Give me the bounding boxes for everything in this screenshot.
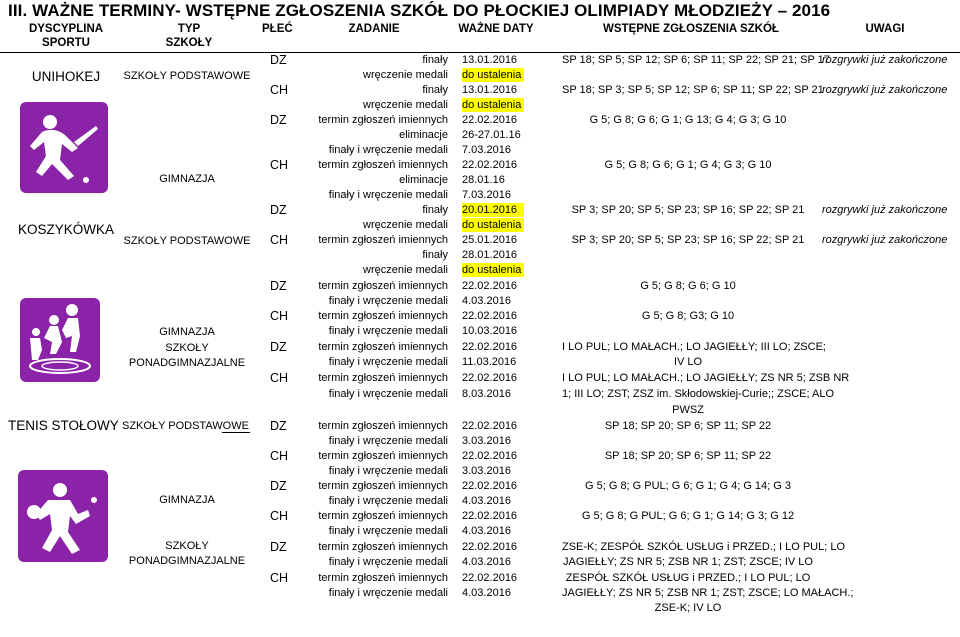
- date-value: 22.02.2016: [462, 541, 518, 553]
- task-label: finały i wręczenie medali: [328, 495, 448, 507]
- date-value: 22.02.2016: [462, 280, 518, 292]
- entry-text: G 5; G 8; G 6; G 1; G 4; G 3; G 10: [604, 159, 772, 171]
- sex-label: CH: [270, 83, 289, 97]
- entry-text: JAGIEŁŁY; ZS NR 5; ZSB NR 1; ZST; ZSCE; LO MAŁACH.;: [562, 587, 854, 599]
- task-label: termin zgłoszeń imiennych: [318, 480, 448, 492]
- entry-text: ZESPÓŁ SZKÓŁ USŁUG i PRZED.; I LO PUL; LO: [565, 572, 811, 584]
- type-sp-tenis: SZKOŁY PODSTAWOWE: [122, 420, 249, 432]
- task-label: termin zgłoszeń imiennych: [318, 420, 448, 432]
- date-highlight: do ustalenia: [462, 68, 524, 82]
- type-pg-line2: PONADGIMNAZJALNE: [128, 357, 246, 369]
- date-value: 4.03.2016: [462, 295, 511, 307]
- sex-label: DZ: [270, 540, 287, 554]
- date-value: 22.02.2016: [462, 450, 518, 462]
- header-dyscyplina-line2: SPORTU: [42, 37, 90, 49]
- task-label: wręczenie medali: [363, 69, 448, 81]
- date-value: 28.01.16: [462, 174, 505, 186]
- type-gim-unihokej: GIMNAZJA: [159, 173, 215, 185]
- task-label: termin zgłoszeń imiennych: [318, 159, 448, 171]
- date-value: 10.03.2016: [462, 325, 518, 337]
- type-sp-koszykowka: SZKOŁY PODSTAWOWE: [123, 235, 251, 247]
- entry-text: JAGIEŁŁY; ZS NR 5; ZSB NR 1; ZST; ZSCE; IV LO: [563, 556, 813, 568]
- basketball-icon: [20, 298, 100, 382]
- entry-text: G 5; G 8; G PUL; G 6; G 1; G 4; G 14; G 3: [584, 480, 792, 492]
- note-text: rozgrywki już zakończone: [822, 204, 948, 216]
- task-label: finały i wręczenie medali: [328, 144, 448, 156]
- task-label: finały: [422, 204, 448, 216]
- task-label: wręczenie medali: [363, 219, 448, 231]
- task-label: wręczenie medali: [363, 264, 448, 276]
- date-value: 28.01.2016: [462, 249, 518, 261]
- entry-text: SP 18; SP 20; SP 6; SP 11; SP 22: [604, 420, 772, 432]
- note-text: rozgrywki już zakończone: [822, 54, 948, 66]
- task-label: termin zgłoszeń imiennych: [318, 280, 448, 292]
- entry-text: SP 18; SP 20; SP 6; SP 11; SP 22: [604, 450, 772, 462]
- sex-label: DZ: [270, 279, 287, 293]
- date-value: 3.03.2016: [462, 435, 511, 447]
- date-value: 7.03.2016: [462, 144, 511, 156]
- date-value: 3.03.2016: [462, 465, 511, 477]
- floorball-icon: [20, 102, 108, 193]
- date-value: 4.03.2016: [462, 495, 511, 507]
- entry-text: 1; III LO; ZST; ZSZ im. Skłodowskiej-Curie;; ZSCE; ALO: [562, 388, 835, 400]
- date-highlight: do ustalenia: [462, 263, 524, 277]
- sex-label: CH: [270, 158, 289, 172]
- header-zgloszenia: WSTĘPNE ZGŁOSZENIA SZKÓŁ: [603, 23, 779, 35]
- date-highlight: do ustalenia: [462, 218, 524, 232]
- header-zadanie: ZADANIE: [348, 23, 400, 35]
- date-value: 4.03.2016: [462, 525, 511, 537]
- type-pg-line1: SZKOŁY: [165, 342, 209, 354]
- date-value: 22.02.2016: [462, 114, 518, 126]
- task-label: eliminacje: [399, 174, 448, 186]
- page-title: III. WAŻNE TERMINY- WSTĘPNE ZGŁOSZENIA SZKÓŁ DO PŁOCKIEJ OLIMPIADY MŁODZIEŻY – 2016: [8, 1, 831, 20]
- entry-text: ZSE-K; IV LO: [654, 602, 722, 614]
- type-gim-tenis: GIMNAZJA: [159, 494, 215, 506]
- sex-label: DZ: [270, 113, 287, 127]
- task-label: wręczenie medali: [363, 99, 448, 111]
- date-value: 22.02.2016: [462, 572, 518, 584]
- task-label: termin zgłoszeń imiennych: [318, 234, 448, 246]
- sport-tenis: TENIS STOŁOWY: [8, 418, 119, 433]
- date-value: 13.01.2016: [462, 54, 518, 66]
- header-typ-line2: SZKOŁY: [165, 37, 213, 49]
- entry-text: G 5; G 8; G PUL; G 6; G 1; G 14; G 3; G 12: [581, 510, 795, 522]
- entry-text: SP 18; SP 5; SP 12; SP 6; SP 11; SP 22; SP 21; SP 17: [562, 54, 830, 66]
- type-pg-line2: PONADGIMNAZJALNE: [128, 555, 246, 567]
- task-label: eliminacje: [399, 129, 448, 141]
- task-label: termin zgłoszeń imiennych: [318, 341, 448, 353]
- task-label: finały i wręczenie medali: [328, 587, 448, 599]
- entry-text: G 5; G 8; G 6; G 1; G 13; G 4; G 3; G 10: [589, 114, 787, 126]
- task-label: termin zgłoszeń imiennych: [318, 310, 448, 322]
- type-sp-unihokej: SZKOŁY PODSTAWOWE: [123, 70, 251, 82]
- date-value: 11.03.2016: [462, 356, 517, 368]
- date-value: 22.02.2016: [462, 341, 518, 353]
- header-dyscyplina: [10, 22, 122, 50]
- date-value: 22.02.2016: [462, 480, 518, 492]
- task-label: finały i wręczenie medali: [328, 525, 448, 537]
- entry-text: G 5; G 8; G3; G 10: [641, 310, 735, 322]
- date-highlight: do ustalenia: [462, 98, 524, 112]
- task-label: finały: [422, 54, 448, 66]
- date-value: 22.02.2016: [462, 372, 518, 384]
- type-pg-line1: SZKOŁY: [165, 540, 209, 552]
- type-gim-koszykowka: GIMNAZJA: [159, 326, 215, 338]
- task-label: finały i wręczenie medali: [328, 189, 448, 201]
- sex-label: DZ: [270, 419, 287, 433]
- date-value: 26-27.01.16: [462, 129, 521, 141]
- header-typ: [134, 22, 244, 50]
- entry-text: PWSZ: [672, 404, 704, 416]
- date-value: 22.02.2016: [462, 420, 518, 432]
- note-text: rozgrywki już zakończone: [822, 84, 948, 96]
- sex-label: CH: [270, 309, 289, 323]
- header-daty: WAŻNE DATY: [458, 23, 534, 35]
- entry-text: I LO PUL; LO MAŁACH.; LO JAGIEŁŁY; ZS NR 5; ZSB NR: [562, 372, 850, 384]
- task-label: termin zgłoszeń imiennych: [318, 450, 448, 462]
- table-tennis-icon: [18, 470, 108, 562]
- sex-label: DZ: [270, 53, 287, 67]
- entry-text: ZSE-K; ZESPÓŁ SZKÓŁ USŁUG i PRZED.; I LO PUL; LO: [562, 541, 846, 553]
- sport-unihokej: UNIHOKEJ: [31, 69, 101, 84]
- task-label: termin zgłoszeń imiennych: [318, 372, 448, 384]
- date-value: 7.03.2016: [462, 189, 511, 201]
- entry-text: I LO PUL; LO MAŁACH.; LO JAGIEŁŁY; III LO; ZSCE;: [562, 341, 826, 353]
- header-plec: PŁEĆ: [262, 23, 293, 35]
- date-value: 4.03.2016: [462, 556, 511, 568]
- header-dyscyplina-line1: DYSCYPLINA: [28, 23, 104, 35]
- date-value: 13.01.2016: [462, 84, 518, 96]
- sex-label: DZ: [270, 479, 287, 493]
- sex-label: CH: [270, 449, 289, 463]
- underline: [222, 432, 250, 433]
- date-value: 4.03.2016: [462, 587, 511, 599]
- sex-label: CH: [270, 509, 289, 523]
- task-label: finały i wręczenie medali: [328, 388, 448, 400]
- date-value: 25.01.2016: [462, 234, 518, 246]
- task-label: finały i wręczenie medali: [328, 295, 448, 307]
- sex-label: CH: [270, 371, 289, 385]
- sex-label: CH: [270, 233, 289, 247]
- entry-text: SP 3; SP 20; SP 5; SP 23; SP 16; SP 22; SP 21: [571, 234, 805, 246]
- date-value: 8.03.2016: [462, 388, 511, 400]
- task-label: termin zgłoszeń imiennych: [318, 541, 448, 553]
- date-highlight: 20.01.2016: [462, 203, 524, 217]
- task-label: termin zgłoszeń imiennych: [318, 510, 448, 522]
- sex-label: DZ: [270, 203, 287, 217]
- sex-label: DZ: [270, 340, 287, 354]
- sport-koszykowka: KOSZYKÓWKA: [17, 222, 115, 237]
- task-label: termin zgłoszeń imiennych: [318, 114, 448, 126]
- note-text: rozgrywki już zakończone: [822, 234, 948, 246]
- entry-text: SP 3; SP 20; SP 5; SP 23; SP 16; SP 22; SP 21: [571, 204, 805, 216]
- date-value: 22.02.2016: [462, 159, 518, 171]
- task-label: finały: [422, 249, 448, 261]
- task-label: finały i wręczenie medali: [328, 356, 448, 368]
- task-label: finały: [422, 84, 448, 96]
- task-label: finały i wręczenie medali: [328, 325, 448, 337]
- header-typ-line1: TYP: [177, 23, 201, 35]
- task-label: finały i wręczenie medali: [328, 435, 448, 447]
- entry-text: G 5; G 8; G 6; G 10: [640, 280, 736, 292]
- sex-label: CH: [270, 571, 289, 585]
- task-label: finały i wręczenie medali: [328, 556, 448, 568]
- date-value: 22.02.2016: [462, 310, 518, 322]
- task-label: finały i wręczenie medali: [328, 465, 448, 477]
- date-value: 22.02.2016: [462, 510, 518, 522]
- task-label: termin zgłoszeń imiennych: [318, 572, 448, 584]
- entry-text: SP 18; SP 3; SP 5; SP 12; SP 6; SP 11; SP 22; SP 21: [562, 84, 824, 96]
- header-uwagi: UWAGI: [865, 23, 905, 35]
- entry-text: IV LO: [673, 356, 703, 368]
